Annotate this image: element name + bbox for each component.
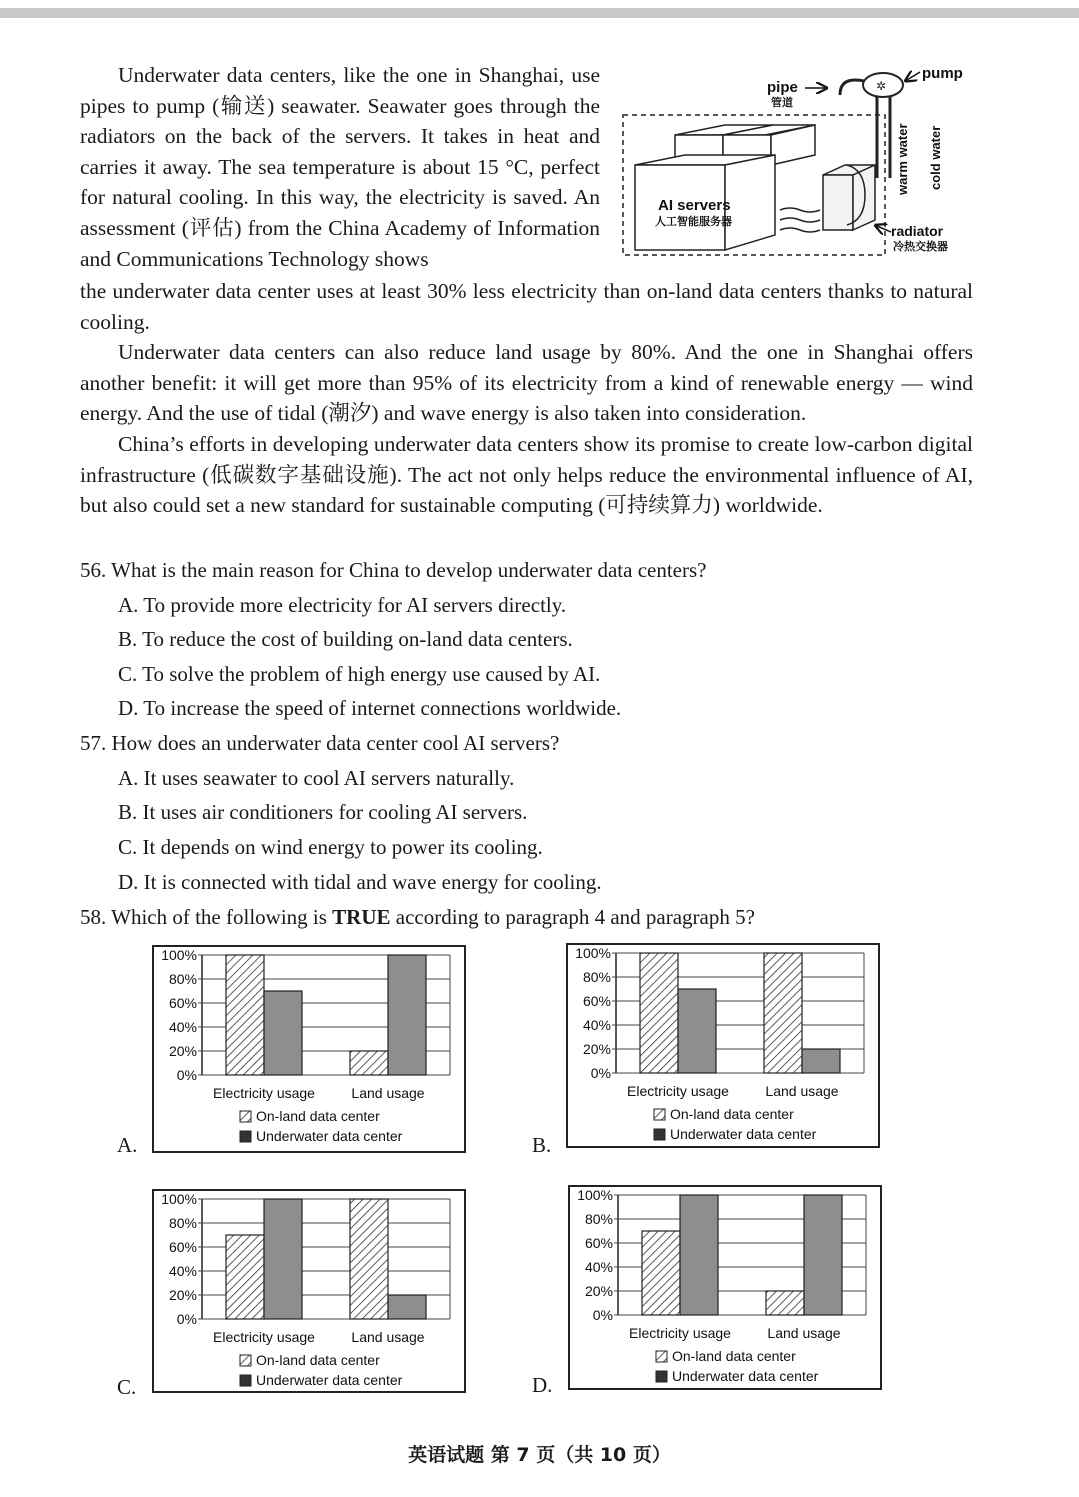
y-tick-label: 20% — [168, 1287, 197, 1303]
legend-swatch-on-land — [656, 1351, 667, 1362]
y-tick-label: 100% — [575, 945, 611, 961]
y-tick-label: 60% — [582, 993, 611, 1009]
legend-swatch-on-land — [654, 1109, 665, 1120]
legend-swatch-underwater — [656, 1371, 667, 1382]
legend-label: On-land data center — [256, 1352, 380, 1368]
q57-option-a[interactable]: A. It uses seawater to cool AI servers naturally. — [118, 766, 515, 790]
legend-label: Underwater data center — [672, 1368, 819, 1384]
q57-option-b[interactable]: B. It uses air conditioners for cooling AI servers. — [118, 800, 528, 824]
q56-option-d[interactable]: D. To increase the speed of internet connections worldwide. — [118, 696, 622, 720]
chart-a[interactable] — [152, 945, 466, 1153]
y-tick-label: 60% — [168, 995, 197, 1011]
chart-c[interactable] — [152, 1189, 466, 1393]
y-tick-label: 40% — [168, 1019, 197, 1035]
paragraph-2: Underwater data centers can also reduce land usage by 80%. And the one in Shanghai offers another benefit: it will get more than 95% of its electricity from a kind of renewable energy — wind energy. And the use of tidal (潮汐) and wave energy is also taken into consideration. — [80, 340, 973, 426]
radiator-unit — [823, 165, 875, 230]
pipe-cn-label: 管道 — [771, 97, 793, 109]
legend-swatch-on-land — [240, 1111, 251, 1122]
q58-text-after: according to paragraph 4 and paragraph 5? — [390, 905, 755, 929]
heat-flow-lines — [780, 208, 820, 232]
x-category-label: Electricity usage — [627, 1083, 729, 1099]
x-category-label: Land usage — [351, 1329, 425, 1345]
radiator-cn-label: 冷热交换器 — [893, 241, 948, 253]
y-tick-label: 60% — [168, 1239, 197, 1255]
radiator-label: radiator — [891, 223, 944, 239]
q57-option-d[interactable]: D. It is connected with tidal and wave energy for cooling. — [118, 870, 602, 894]
legend-label: On-land data center — [672, 1348, 796, 1364]
y-tick-label: 100% — [161, 947, 197, 963]
y-tick-label: 40% — [582, 1017, 611, 1033]
svg-text:✲: ✲ — [876, 79, 887, 93]
y-tick-label: 80% — [584, 1211, 613, 1227]
y-tick-label: 40% — [168, 1263, 197, 1279]
y-tick-label: 60% — [584, 1235, 613, 1251]
y-tick-label: 20% — [584, 1283, 613, 1299]
bar-on-land — [640, 953, 678, 1073]
x-category-label: Land usage — [767, 1325, 841, 1341]
bar-underwater — [678, 989, 716, 1073]
paragraph-3: China’s efforts in developing underwater data centers show its promise to create low-carbon digital infrastructure (低碳数字基础设施). The act not only helps reduce the environmental influence of AI, but also could set a new standard for sustainable computing (可持续算力) worldwide. — [80, 432, 973, 518]
pump-label: pump — [922, 65, 963, 82]
chart-a-letter[interactable]: A. — [117, 1133, 138, 1157]
x-category-label: Land usage — [351, 1085, 425, 1101]
question-58 — [80, 902, 755, 932]
q56-option-a[interactable]: A. To provide more electricity for AI servers directly. — [118, 593, 567, 617]
paragraph-1: Underwater data centers, like the one in Shanghai, use pipes to pump (输送) seawater. Seawater goes through the radiators on the back of the servers. It takes in heat and carries it away. The sea temperature is about 15 °C, perfect for natural cooling. In this way, the electricity is saved. An assessment (评估) from the China Academy of Information and Communications Technology shows — [80, 63, 600, 271]
y-tick-label: 0% — [176, 1311, 197, 1327]
cold-water-label: cold water — [928, 125, 943, 190]
bar-on-land — [766, 1291, 804, 1315]
bar-on-land — [350, 1199, 388, 1319]
y-tick-label: 100% — [577, 1187, 613, 1203]
bar-underwater — [264, 1199, 302, 1319]
q58-text-before: 58. Which of the following is — [80, 905, 333, 929]
ai-servers-cn-label: 人工智能服务器 — [655, 216, 732, 228]
page-footer: 英语试题 第 7 页（共 10 页） — [408, 1444, 671, 1466]
legend-swatch-on-land — [240, 1355, 251, 1366]
cooling-diagram — [615, 60, 975, 265]
legend-swatch-underwater — [240, 1375, 251, 1386]
bar-underwater — [264, 991, 302, 1075]
y-tick-label: 20% — [582, 1041, 611, 1057]
q58-text-bold: TRUE — [332, 905, 391, 929]
chart-b-letter[interactable]: B. — [532, 1133, 552, 1157]
warm-water-label: warm water — [895, 123, 910, 195]
pipe-label: pipe — [767, 79, 798, 96]
x-category-label: Electricity usage — [213, 1329, 315, 1345]
y-tick-label: 0% — [590, 1065, 611, 1081]
x-category-label: Electricity usage — [629, 1325, 731, 1341]
x-category-label: Electricity usage — [213, 1085, 315, 1101]
question-56: 56. What is the main reason for China to develop underwater data centers? — [80, 558, 707, 582]
bar-on-land — [350, 1051, 388, 1075]
bar-underwater — [802, 1049, 840, 1073]
pump-icon — [863, 73, 903, 97]
bar-underwater — [388, 1295, 426, 1319]
bar-underwater — [804, 1195, 842, 1315]
q56-option-c[interactable]: C. To solve the problem of high energy use caused by AI. — [118, 662, 601, 686]
bar-on-land — [226, 955, 264, 1075]
chart-d-letter[interactable]: D. — [532, 1373, 553, 1397]
ai-servers-label: AI servers — [658, 197, 731, 214]
bar-on-land — [764, 953, 802, 1073]
legend-label: On-land data center — [256, 1108, 380, 1124]
y-tick-label: 40% — [584, 1259, 613, 1275]
legend-label: Underwater data center — [256, 1128, 403, 1144]
ai-servers-cubes — [635, 125, 815, 250]
legend-swatch-underwater — [240, 1131, 251, 1142]
y-tick-label: 20% — [168, 1043, 197, 1059]
legend-label: On-land data center — [670, 1106, 794, 1122]
chart-d[interactable] — [568, 1185, 882, 1390]
legend-label: Underwater data center — [670, 1126, 817, 1142]
x-category-label: Land usage — [765, 1083, 839, 1099]
chart-b[interactable] — [566, 943, 880, 1148]
y-tick-label: 0% — [176, 1067, 197, 1083]
question-57: 57. How does an underwater data center cool AI servers? — [80, 731, 560, 755]
y-tick-label: 80% — [168, 971, 197, 987]
top-border — [0, 8, 1079, 18]
bar-on-land — [642, 1231, 680, 1315]
bar-underwater — [680, 1195, 718, 1315]
y-tick-label: 100% — [161, 1191, 197, 1207]
chart-c-letter[interactable]: C. — [117, 1375, 137, 1399]
q57-option-c[interactable]: C. It depends on wind energy to power its cooling. — [118, 835, 543, 859]
y-tick-label: 0% — [592, 1307, 613, 1323]
bar-underwater — [388, 955, 426, 1075]
legend-swatch-underwater — [654, 1129, 665, 1140]
q56-option-b[interactable]: B. To reduce the cost of building on-land data centers. — [118, 627, 573, 651]
bar-on-land — [226, 1235, 264, 1319]
y-tick-label: 80% — [168, 1215, 197, 1231]
y-tick-label: 80% — [582, 969, 611, 985]
paragraph-1-continued: the underwater data center uses at least 30% less electricity than on-land data centers thanks to natural cooling. — [80, 279, 973, 334]
legend-label: Underwater data center — [256, 1372, 403, 1388]
